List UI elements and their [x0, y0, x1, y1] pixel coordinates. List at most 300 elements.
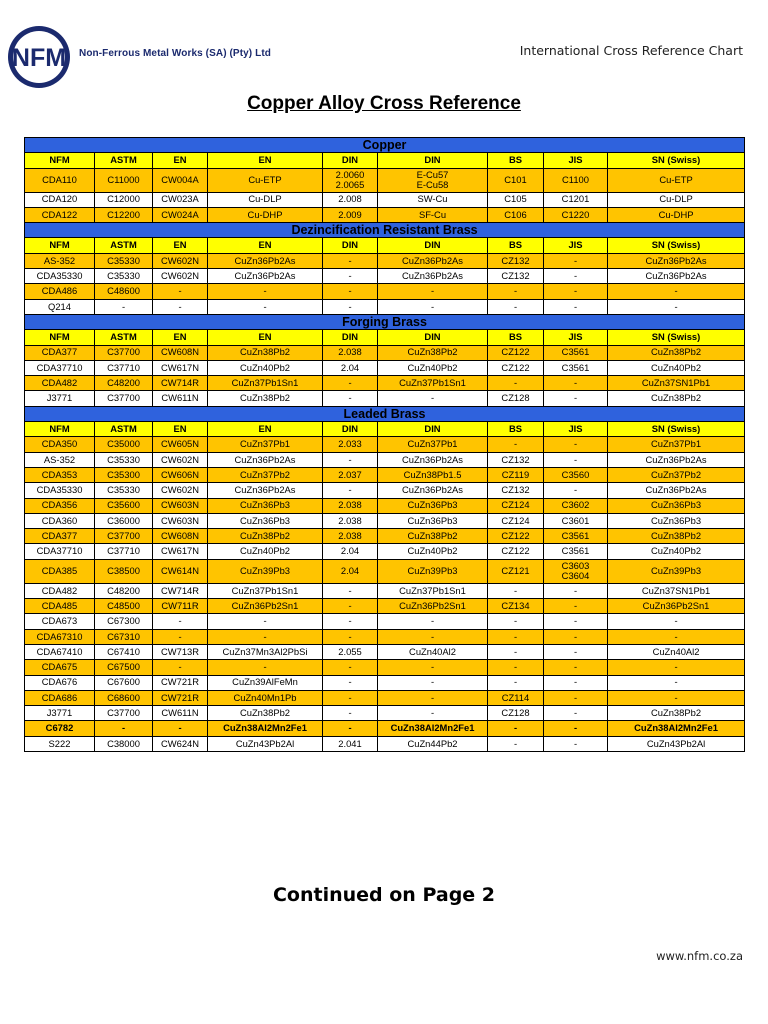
- table-row: [25, 168, 745, 192]
- table-cell: CW605N: [153, 437, 208, 452]
- table-cell: -: [153, 299, 208, 314]
- table-cell: CW023A: [153, 192, 208, 207]
- table-cell: CuZn38Pb2: [378, 529, 488, 544]
- table-cell: C106: [488, 207, 544, 222]
- table-cell: CZ132: [488, 253, 544, 268]
- table-cell: CW608N: [153, 529, 208, 544]
- table-cell: CZ128: [488, 391, 544, 406]
- table-cell: C37700: [95, 345, 153, 360]
- table-cell: -: [488, 583, 544, 598]
- column-header-row: [25, 422, 745, 437]
- table-cell: -: [378, 284, 488, 299]
- table-cell: CW714R: [153, 583, 208, 598]
- table-row: [25, 614, 745, 629]
- table-cell: CuZn38Pb2: [208, 391, 323, 406]
- table-cell: C35330: [95, 269, 153, 284]
- table-cell: CuZn36Pb2As: [378, 483, 488, 498]
- table-cell: C37700: [95, 391, 153, 406]
- table-cell: CuZn38Al2Mn2Fe1: [608, 721, 745, 736]
- table-cell: C3561: [544, 529, 608, 544]
- table-cell: CuZn37Pb2: [608, 467, 745, 482]
- table-cell: CDA486: [25, 284, 95, 299]
- table-cell: C3603 C3604: [544, 559, 608, 583]
- table-cell: CuZn39Pb3: [208, 559, 323, 583]
- column-header: JIS: [544, 238, 608, 253]
- column-header: NFM: [25, 330, 95, 345]
- table-cell: CuZn36Pb3: [608, 498, 745, 513]
- table-cell: -: [544, 391, 608, 406]
- table-row: [25, 299, 745, 314]
- column-header-row: [25, 153, 745, 168]
- table-row: [25, 660, 745, 675]
- table-cell: -: [608, 675, 745, 690]
- table-cell: 2.0060 2.0065: [323, 168, 378, 192]
- column-header: EN: [208, 330, 323, 345]
- table-cell: -: [378, 675, 488, 690]
- table-cell: CuZn38Pb2: [608, 706, 745, 721]
- section-title: Dezincification Resistant Brass: [25, 223, 745, 238]
- column-header: DIN: [323, 153, 378, 168]
- page-title: Copper Alloy Cross Reference: [247, 93, 521, 114]
- document-heading: International Cross Reference Chart: [519, 43, 743, 58]
- table-cell: CW004A: [153, 168, 208, 192]
- table-cell: -: [488, 376, 544, 391]
- table-cell: C35600: [95, 498, 153, 513]
- table-cell: -: [378, 614, 488, 629]
- table-cell: -: [378, 299, 488, 314]
- table-cell: -: [323, 629, 378, 644]
- table-cell: Q214: [25, 299, 95, 314]
- column-header: NFM: [25, 153, 95, 168]
- table-row: [25, 452, 745, 467]
- table-cell: C37700: [95, 706, 153, 721]
- table-cell: -: [323, 299, 378, 314]
- table-row: [25, 644, 745, 659]
- table-cell: -: [608, 614, 745, 629]
- table-cell: CW711R: [153, 599, 208, 614]
- column-header: DIN: [378, 238, 488, 253]
- table-row: [25, 498, 745, 513]
- table-cell: CW721R: [153, 675, 208, 690]
- column-header: BS: [488, 422, 544, 437]
- table-row: [25, 207, 745, 222]
- table-cell: -: [608, 690, 745, 705]
- table-cell: -: [208, 284, 323, 299]
- table-cell: -: [608, 660, 745, 675]
- table-cell: -: [488, 644, 544, 659]
- column-header: DIN: [323, 422, 378, 437]
- table-cell: -: [608, 284, 745, 299]
- table-cell: CuZn37Pb1: [378, 437, 488, 452]
- table-cell: CuZn36Pb2As: [208, 253, 323, 268]
- table-cell: CW603N: [153, 513, 208, 528]
- table-cell: -: [544, 483, 608, 498]
- table-cell: C67410: [95, 644, 153, 659]
- table-cell: -: [378, 391, 488, 406]
- table-row: [25, 284, 745, 299]
- table-row: [25, 513, 745, 528]
- table-cell: CuZn40Pb2: [208, 360, 323, 375]
- table-cell: -: [208, 660, 323, 675]
- table-cell: CDA122: [25, 207, 95, 222]
- table-row: [25, 544, 745, 559]
- table-cell: C67300: [95, 614, 153, 629]
- table-cell: -: [544, 599, 608, 614]
- table-cell: CuZn37Pb2: [208, 467, 323, 482]
- table-cell: -: [544, 690, 608, 705]
- table-cell: C3561: [544, 360, 608, 375]
- table-cell: CuZn36Pb2As: [208, 483, 323, 498]
- table-row: [25, 559, 745, 583]
- table-cell: CZ122: [488, 360, 544, 375]
- table-cell: CuZn37SN1Pb1: [608, 583, 745, 598]
- table-cell: C35330: [95, 452, 153, 467]
- table-cell: -: [323, 614, 378, 629]
- table-cell: CDA360: [25, 513, 95, 528]
- table-cell: -: [323, 721, 378, 736]
- table-cell: -: [153, 284, 208, 299]
- table-cell: CW714R: [153, 376, 208, 391]
- table-cell: CuZn40Al2: [378, 644, 488, 659]
- column-header: DIN: [323, 330, 378, 345]
- table-cell: C3602: [544, 498, 608, 513]
- table-cell: CDA37710: [25, 544, 95, 559]
- column-header: ASTM: [95, 422, 153, 437]
- table-cell: CuZn36Pb3: [208, 513, 323, 528]
- table-cell: CuZn38Pb2: [208, 706, 323, 721]
- table-cell: CuZn37Pb1Sn1: [378, 376, 488, 391]
- table-row: [25, 253, 745, 268]
- footer-url: www.nfm.co.za: [656, 949, 743, 963]
- table-cell: C105: [488, 192, 544, 207]
- table-cell: CZ122: [488, 529, 544, 544]
- section-header: [25, 223, 745, 238]
- table-cell: CZ119: [488, 467, 544, 482]
- table-cell: CuZn38Pb2: [208, 529, 323, 544]
- table-cell: CZ122: [488, 544, 544, 559]
- table-cell: CuZn37Pb1Sn1: [378, 583, 488, 598]
- table-cell: CZ114: [488, 690, 544, 705]
- table-cell: -: [323, 583, 378, 598]
- table-cell: CuZn40Pb2: [608, 360, 745, 375]
- column-header: BS: [488, 330, 544, 345]
- table-cell: CDA35330: [25, 269, 95, 284]
- table-cell: Cu-DHP: [208, 207, 323, 222]
- table-cell: -: [323, 599, 378, 614]
- table-row: [25, 345, 745, 360]
- table-cell: CDA676: [25, 675, 95, 690]
- table-row: [25, 391, 745, 406]
- table-row: [25, 583, 745, 598]
- table-cell: -: [153, 629, 208, 644]
- table-row: [25, 529, 745, 544]
- table-row: [25, 269, 745, 284]
- table-cell: CuZn36Pb3: [378, 498, 488, 513]
- table-cell: CuZn36Pb2As: [378, 253, 488, 268]
- table-cell: CW602N: [153, 253, 208, 268]
- table-cell: CDA377: [25, 345, 95, 360]
- table-cell: CW606N: [153, 467, 208, 482]
- column-header: EN: [208, 153, 323, 168]
- table-cell: CDA353: [25, 467, 95, 482]
- table-cell: C48200: [95, 376, 153, 391]
- table-cell: AS-352: [25, 452, 95, 467]
- table-cell: CuZn37Pb1Sn1: [208, 583, 323, 598]
- table-cell: -: [488, 660, 544, 675]
- table-cell: CDA675: [25, 660, 95, 675]
- table-cell: 2.033: [323, 437, 378, 452]
- table-cell: -: [323, 690, 378, 705]
- table-cell: CDA356: [25, 498, 95, 513]
- table-cell: CW721R: [153, 690, 208, 705]
- column-header: SN (Swiss): [608, 422, 745, 437]
- table-cell: CuZn37Pb1: [208, 437, 323, 452]
- table-cell: C3561: [544, 544, 608, 559]
- section-title: Leaded Brass: [25, 406, 745, 421]
- table-cell: CuZn40Mn1Pb: [208, 690, 323, 705]
- table-cell: -: [95, 299, 153, 314]
- table-cell: -: [153, 660, 208, 675]
- column-header: DIN: [378, 330, 488, 345]
- table-cell: -: [544, 644, 608, 659]
- table-cell: C35330: [95, 483, 153, 498]
- table-cell: C6782: [25, 721, 95, 736]
- table-cell: CDA482: [25, 583, 95, 598]
- table-cell: CZ132: [488, 452, 544, 467]
- table-cell: CuZn36Pb2Sn1: [608, 599, 745, 614]
- column-header: DIN: [378, 153, 488, 168]
- logo-text: NFM: [11, 44, 67, 72]
- table-cell: C37700: [95, 529, 153, 544]
- table-cell: CDA67310: [25, 629, 95, 644]
- table-cell: C1201: [544, 192, 608, 207]
- table-cell: CuZn39Pb3: [608, 559, 745, 583]
- table-cell: S222: [25, 736, 95, 751]
- table-cell: CuZn36Pb3: [378, 513, 488, 528]
- table-cell: -: [378, 660, 488, 675]
- table-cell: CW624N: [153, 736, 208, 751]
- table-cell: SW-Cu: [378, 192, 488, 207]
- table-cell: 2.04: [323, 544, 378, 559]
- table-cell: -: [323, 706, 378, 721]
- table-cell: C68600: [95, 690, 153, 705]
- section-header: [25, 138, 745, 153]
- table-cell: 2.038: [323, 513, 378, 528]
- table-cell: Cu-DLP: [208, 192, 323, 207]
- table-cell: AS-352: [25, 253, 95, 268]
- table-cell: C11000: [95, 168, 153, 192]
- table-cell: CuZn40Al2: [608, 644, 745, 659]
- table-cell: C35000: [95, 437, 153, 452]
- table-cell: CDA385: [25, 559, 95, 583]
- table-cell: -: [378, 629, 488, 644]
- table-cell: CuZn36Pb2As: [608, 253, 745, 268]
- table-row: [25, 629, 745, 644]
- table-cell: -: [488, 284, 544, 299]
- table-cell: C67310: [95, 629, 153, 644]
- table-cell: E-Cu57 E-Cu58: [378, 168, 488, 192]
- table-row: [25, 376, 745, 391]
- table-cell: -: [544, 721, 608, 736]
- table-cell: -: [544, 660, 608, 675]
- table-cell: C3560: [544, 467, 608, 482]
- table-cell: CuZn44Pb2: [378, 736, 488, 751]
- table-cell: -: [323, 391, 378, 406]
- table-cell: 2.04: [323, 360, 378, 375]
- table-cell: C3601: [544, 513, 608, 528]
- nfm-logo: [6, 24, 72, 90]
- table-cell: 2.009: [323, 207, 378, 222]
- column-header: SN (Swiss): [608, 153, 745, 168]
- table-cell: CuZn40Pb2: [378, 360, 488, 375]
- table-cell: CW611N: [153, 391, 208, 406]
- continued-notice: Continued on Page 2: [272, 884, 496, 906]
- table-cell: CDA673: [25, 614, 95, 629]
- table-cell: CW602N: [153, 483, 208, 498]
- table-cell: -: [208, 299, 323, 314]
- table-row: [25, 437, 745, 452]
- table-cell: -: [544, 583, 608, 598]
- table-cell: -: [544, 675, 608, 690]
- column-header: EN: [153, 153, 208, 168]
- table-cell: -: [608, 629, 745, 644]
- column-header: EN: [153, 238, 208, 253]
- table-cell: C3561: [544, 345, 608, 360]
- table-cell: -: [544, 614, 608, 629]
- table-cell: CuZn36Pb2Sn1: [378, 599, 488, 614]
- table-cell: -: [544, 437, 608, 452]
- table-cell: 2.04: [323, 559, 378, 583]
- table-cell: -: [208, 629, 323, 644]
- table-cell: -: [153, 614, 208, 629]
- table-cell: -: [544, 269, 608, 284]
- table-cell: -: [153, 721, 208, 736]
- table-cell: 2.041: [323, 736, 378, 751]
- table-cell: C35300: [95, 467, 153, 482]
- table-cell: C48600: [95, 284, 153, 299]
- table-cell: -: [544, 736, 608, 751]
- table-cell: C101: [488, 168, 544, 192]
- column-header: BS: [488, 153, 544, 168]
- table-cell: -: [323, 660, 378, 675]
- table-cell: CuZn39AlFeMn: [208, 675, 323, 690]
- table-cell: -: [544, 299, 608, 314]
- table-cell: -: [488, 629, 544, 644]
- column-header: BS: [488, 238, 544, 253]
- table-cell: CZ132: [488, 483, 544, 498]
- table-cell: C12000: [95, 192, 153, 207]
- table-cell: CDA35330: [25, 483, 95, 498]
- table-cell: -: [488, 437, 544, 452]
- table-cell: C48200: [95, 583, 153, 598]
- table-cell: CDA686: [25, 690, 95, 705]
- cross-reference-table: [24, 137, 745, 752]
- table-cell: CuZn36Pb2As: [378, 452, 488, 467]
- table-cell: C35330: [95, 253, 153, 268]
- table-cell: CW713R: [153, 644, 208, 659]
- table-cell: C36000: [95, 513, 153, 528]
- table-cell: CZ121: [488, 559, 544, 583]
- table-cell: CuZn38Pb2: [608, 391, 745, 406]
- table-cell: CuZn38Pb1.5: [378, 467, 488, 482]
- column-header: EN: [208, 238, 323, 253]
- table-cell: -: [488, 299, 544, 314]
- table-cell: CW617N: [153, 544, 208, 559]
- table-cell: -: [323, 376, 378, 391]
- table-row: [25, 736, 745, 751]
- table-cell: CZ132: [488, 269, 544, 284]
- table-row: [25, 192, 745, 207]
- table-cell: CW617N: [153, 360, 208, 375]
- table-cell: 2.038: [323, 345, 378, 360]
- table-cell: CuZn36Pb2Sn1: [208, 599, 323, 614]
- table-cell: C37710: [95, 544, 153, 559]
- column-header: JIS: [544, 330, 608, 345]
- table-cell: C67600: [95, 675, 153, 690]
- column-header: ASTM: [95, 153, 153, 168]
- table-cell: -: [488, 614, 544, 629]
- table-cell: 2.055: [323, 644, 378, 659]
- table-cell: CuZn38Pb2: [378, 345, 488, 360]
- column-header: NFM: [25, 422, 95, 437]
- table-cell: CuZn38Pb2: [608, 529, 745, 544]
- table-row: [25, 706, 745, 721]
- table-cell: CuZn38Al2Mn2Fe1: [378, 721, 488, 736]
- table-cell: CuZn40Pb2: [608, 544, 745, 559]
- table-cell: CDA37710: [25, 360, 95, 375]
- table-cell: CDA482: [25, 376, 95, 391]
- table-cell: -: [323, 253, 378, 268]
- table-cell: CZ122: [488, 345, 544, 360]
- table-cell: CuZn37Pb1: [608, 437, 745, 452]
- table-cell: CDA120: [25, 192, 95, 207]
- table-cell: 2.038: [323, 529, 378, 544]
- table-cell: CuZn36Pb2As: [608, 452, 745, 467]
- table-cell: CZ124: [488, 513, 544, 528]
- table-cell: CuZn36Pb2As: [378, 269, 488, 284]
- table-cell: -: [323, 452, 378, 467]
- table-cell: C12200: [95, 207, 153, 222]
- table-cell: -: [544, 629, 608, 644]
- table-cell: CuZn36Pb3: [608, 513, 745, 528]
- table-cell: CW602N: [153, 269, 208, 284]
- table-cell: CW024A: [153, 207, 208, 222]
- table-row: [25, 675, 745, 690]
- table-cell: CW614N: [153, 559, 208, 583]
- column-header: NFM: [25, 238, 95, 253]
- table-cell: Cu-DLP: [608, 192, 745, 207]
- table-cell: 2.038: [323, 498, 378, 513]
- table-cell: J3771: [25, 391, 95, 406]
- column-header-row: [25, 238, 745, 253]
- table-cell: CuZn36Pb2As: [608, 483, 745, 498]
- table-cell: CuZn37SN1Pb1: [608, 376, 745, 391]
- table-cell: CuZn40Pb2: [378, 544, 488, 559]
- table-cell: CDA67410: [25, 644, 95, 659]
- column-header: EN: [153, 422, 208, 437]
- table-row: [25, 467, 745, 482]
- table-cell: CuZn36Pb2As: [208, 452, 323, 467]
- table-cell: J3771: [25, 706, 95, 721]
- table-cell: CuZn36Pb2As: [208, 269, 323, 284]
- column-header: JIS: [544, 153, 608, 168]
- table-cell: CuZn36Pb3: [208, 498, 323, 513]
- table-cell: CDA485: [25, 599, 95, 614]
- table-cell: -: [488, 675, 544, 690]
- table-cell: CW603N: [153, 498, 208, 513]
- table-cell: CuZn36Pb2As: [608, 269, 745, 284]
- table-cell: CZ128: [488, 706, 544, 721]
